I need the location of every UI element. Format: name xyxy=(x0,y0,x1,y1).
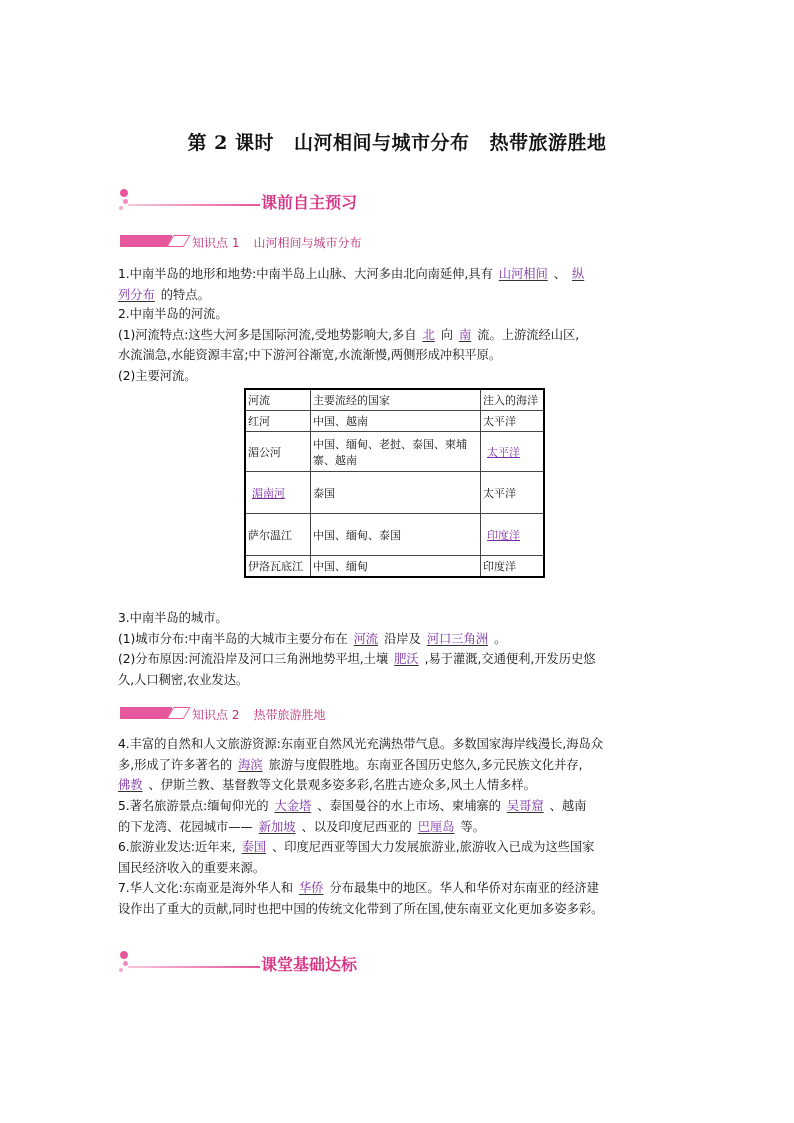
answer-blank: 印度洋 xyxy=(487,528,520,542)
table-row xyxy=(245,514,544,556)
lesson-topic-1: 山河相间与城市分布 xyxy=(293,132,470,154)
cell: 伊洛瓦底江 xyxy=(245,556,311,578)
text: 7.华人文化:东南亚是海外华人和 xyxy=(118,881,293,895)
answer-blank: 海滨 xyxy=(238,757,263,772)
text: (1)河流特点:这些大河多是国际河流,受地势影响大,多自 xyxy=(118,327,417,342)
table-row xyxy=(245,556,544,578)
kp-label: 知识点 1 xyxy=(192,236,240,250)
question-7 xyxy=(118,878,678,919)
text: 国民经济收入的重要来源。 xyxy=(118,860,265,875)
section-header-preview xyxy=(118,190,418,216)
text: 分布最集中的地区。华人和华侨对东南亚的经济建 xyxy=(329,881,599,895)
lesson-number: 第 2 课时 xyxy=(187,132,274,154)
text: 、以及印度尼西亚的 xyxy=(301,819,412,834)
text: ,易于灌溉,交通便利,开发历史悠 xyxy=(424,652,596,666)
text: 旅游与度假胜地。东南亚各国历史悠久,多元民族文化并存, xyxy=(268,757,583,772)
text: 向 xyxy=(440,327,454,342)
cell: 萨尔温江 xyxy=(245,514,311,556)
decor-line xyxy=(128,966,260,968)
question-heading: 2.中南半岛的河流。 xyxy=(118,307,228,321)
decor-dot-icon xyxy=(119,968,123,972)
tag-icon xyxy=(120,707,172,719)
answer-blank: 吴哥窟 xyxy=(506,799,544,813)
section-title: 课前自主预习 xyxy=(261,193,358,212)
answer-blank: 大金塔 xyxy=(274,799,312,813)
decor-dot-icon xyxy=(120,951,128,959)
cell: 中国、缅甸、老挝、泰国、柬埔寨、越南 xyxy=(311,432,481,472)
text: 、伊斯兰教、基督教等文化景观多姿多彩,名胜古迹众多,风土人情多样。 xyxy=(148,778,536,792)
text: (2)分布原因:河流沿岸及河口三角洲地势平坦,土壤 xyxy=(118,652,389,666)
answer-blank: 泰国 xyxy=(241,840,267,854)
table-row xyxy=(245,472,544,514)
text: (1)城市分布:中南半岛的大城市主要分布在 xyxy=(118,631,348,646)
header-cell: 河流 xyxy=(245,389,311,411)
question-1 xyxy=(118,264,678,305)
answer-blank: 列分布 xyxy=(118,287,155,302)
cell: 中国、缅甸、泰国 xyxy=(311,514,481,556)
section-title: 课堂基础达标 xyxy=(261,955,358,974)
text: 6.旅游业发达:近年来, xyxy=(118,840,236,854)
answer-blank: 巴厘岛 xyxy=(417,819,455,834)
answer-blank: 新加坡 xyxy=(258,819,296,834)
text: 多,形成了许多著名的 xyxy=(118,757,233,772)
answer-blank: 北 xyxy=(422,327,435,342)
question-2 xyxy=(118,304,678,386)
text: 1.中南半岛的地形和地势:中南半岛上山脉、大河多由北向南延伸,具有 xyxy=(118,267,493,281)
lesson-topic-2: 热带旅游胜地 xyxy=(489,132,607,154)
text: 、印度尼西亚等国大力发展旅游业,旅游收入已成为这些国家 xyxy=(272,840,595,854)
cell xyxy=(245,472,311,514)
text: 流。上游流经山区, xyxy=(477,327,580,342)
cell: 太平洋 xyxy=(481,472,545,514)
text: 、 xyxy=(553,267,566,281)
decor-dot-icon xyxy=(119,206,123,210)
answer-blank: 华侨 xyxy=(298,881,324,895)
table-row xyxy=(245,432,544,472)
question-heading: 3.中南半岛的城市。 xyxy=(118,611,228,625)
question-5 xyxy=(118,796,678,837)
text: 、越南 xyxy=(549,799,587,813)
cell: 红河 xyxy=(245,411,311,432)
sub-heading: (2)主要河流。 xyxy=(118,368,197,383)
cell: 中国、越南 xyxy=(311,411,481,432)
answer-blank: 湄南河 xyxy=(252,486,285,500)
text: 5.著名旅游景点:缅甸仰光的 xyxy=(118,799,269,813)
question-3 xyxy=(118,608,678,690)
tag-icon xyxy=(120,235,172,247)
header-cell: 主要流经的国家 xyxy=(311,389,481,411)
text: 。 xyxy=(494,631,507,646)
answer-blank: 南 xyxy=(459,327,472,342)
decor-line xyxy=(128,204,260,206)
cell: 中国、缅甸 xyxy=(311,556,481,578)
text: 的特点。 xyxy=(160,287,210,302)
knowledge-point-2 xyxy=(120,706,520,722)
text: 久,人口稠密,农业发达。 xyxy=(118,672,249,687)
text: 等。 xyxy=(460,819,485,834)
table-row xyxy=(245,411,544,432)
answer-blank: 肥沃 xyxy=(394,652,419,666)
text: 水流湍急,水能资源丰富;中下游河谷渐宽,水流渐慢,两侧形成冲积平原。 xyxy=(118,348,502,362)
cell: 太平洋 xyxy=(481,411,545,432)
answer-blank: 河口三角洲 xyxy=(426,631,489,646)
header-cell: 注入的海洋 xyxy=(481,389,545,411)
page-title xyxy=(0,128,794,155)
cell xyxy=(481,432,545,472)
question-4 xyxy=(118,734,678,796)
cell: 湄公河 xyxy=(245,432,311,472)
kp-label: 知识点 2 xyxy=(192,708,240,722)
answer-blank: 佛教 xyxy=(118,778,143,792)
answer-blank: 山河相间 xyxy=(498,267,548,281)
answer-blank: 太平洋 xyxy=(487,445,520,459)
question-6 xyxy=(118,837,678,878)
section-header-classroom xyxy=(118,952,418,978)
text: 沿岸及 xyxy=(384,631,421,646)
table-header-row xyxy=(245,389,544,411)
text: 4.丰富的自然和人文旅游资源:东南亚自然风光充满热带气息。多数国家海岸线漫长,海岛众 xyxy=(118,737,603,751)
text: 设作出了重大的贡献,同时也把中国的传统文化带到了所在国,使东南亚文化更加多姿多彩。 xyxy=(118,901,604,916)
kp-name: 山河相间与城市分布 xyxy=(253,236,362,250)
text: 、泰国曼谷的水上市场、柬埔寨的 xyxy=(317,799,501,813)
answer-blank: 河流 xyxy=(353,631,379,646)
decor-dot-icon xyxy=(120,189,128,197)
answer-blank: 纵 xyxy=(572,267,585,281)
kp-name: 热带旅游胜地 xyxy=(253,708,326,722)
text: 的下龙湾、花园城市—— xyxy=(118,819,253,834)
knowledge-point-1 xyxy=(120,234,520,250)
cell xyxy=(481,514,545,556)
cell: 泰国 xyxy=(311,472,481,514)
rivers-table xyxy=(244,388,545,578)
cell: 印度洋 xyxy=(481,556,545,578)
